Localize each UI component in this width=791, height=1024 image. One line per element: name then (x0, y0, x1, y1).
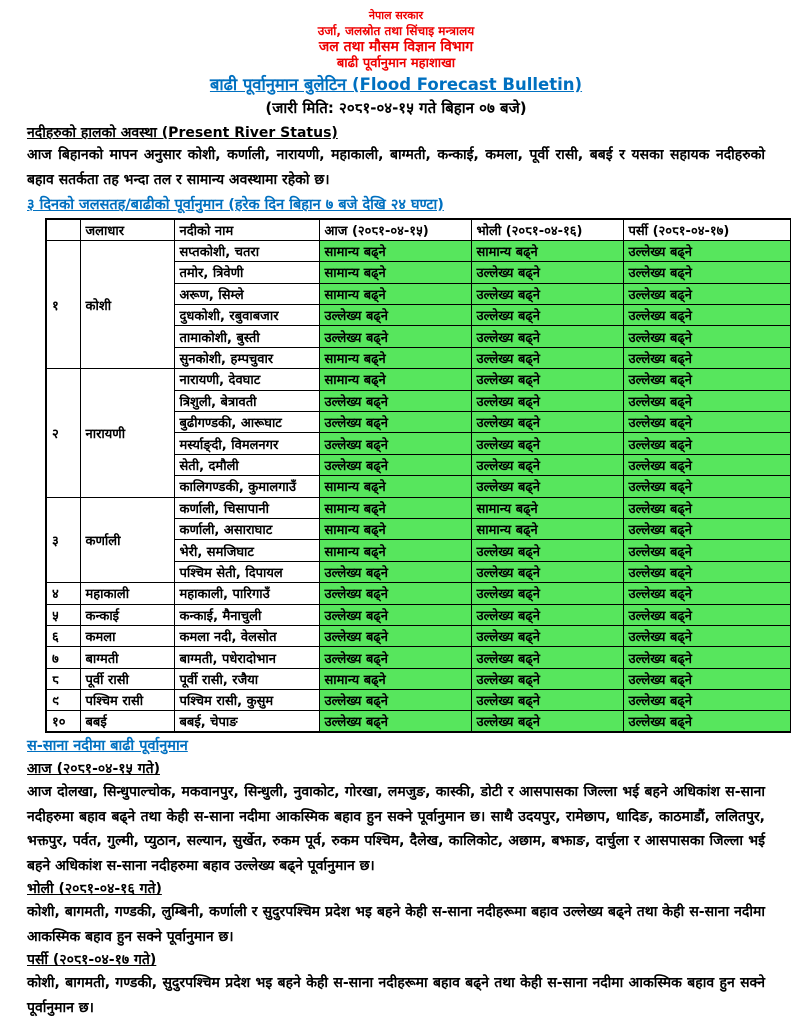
small-rivers-day-heading-2: पर्सी (२०८१-०४-१७ गते) (27, 952, 157, 969)
forecast-today-cell: उल्लेख्य बढ्ने (319, 454, 471, 475)
forecast-dayafter-cell: उल्लेख्य बढ्ने (623, 668, 791, 689)
forecast-tomorrow-cell: उल्लेख्य बढ्ने (471, 305, 623, 326)
forecast-today-cell: सामान्य बढ्ने (319, 262, 471, 283)
forecast-row (46, 711, 791, 732)
forecast-today-cell: उल्लेख्य बढ्ने (319, 390, 471, 411)
forecast-dayafter-cell: उल्लेख्य बढ्ने (623, 326, 791, 347)
forecast-tomorrow-cell: उल्लेख्य बढ्ने (471, 540, 623, 561)
forecast-tomorrow-cell: उल्लेख्य बढ्ने (471, 711, 623, 732)
forecast-today-cell: सामान्य बढ्ने (319, 668, 471, 689)
forecast-dayafter-cell: उल्लेख्य बढ्ने (623, 476, 791, 497)
column-header-3: आज (२०८१-०४-१५) (319, 219, 471, 240)
forecast-today-cell: उल्लेख्य बढ्ने (319, 326, 471, 347)
serial-number-cell: ५ (46, 604, 80, 625)
small-rivers-sections (27, 759, 765, 1020)
forecast-dayafter-cell: उल्लेख्य बढ्ने (623, 305, 791, 326)
forecast-tomorrow-cell: सामान्य बढ्ने (471, 497, 623, 518)
serial-number-cell: २ (46, 369, 80, 497)
forecast-today-cell: उल्लेख्य बढ्ने (319, 690, 471, 711)
river-name-cell: सेती, दमौली (174, 454, 319, 475)
forecast-tomorrow-cell: उल्लेख्य बढ्ने (471, 561, 623, 582)
forecast-row (46, 690, 791, 711)
small-rivers-day-body-0: आज दोलखा, सिन्धुपाल्चोक, मकवानपुर, सिन्धुली, नुवाकोट, गोरखा, लमजुङ, कास्की, डोटी र आसपासका जिल्ला भई बहने अधिकांश स-साना नदीहरुमा बहाव बढ्ने तथा केही स-साना नदीमा आकस्मिक बहाव हुन सक्ने पूर्वानुमान छ। साथै उदयपुर, रामेछाप, धादिङ, काठमाडौं, ललितपुर, भक्तपुर, पर्वत, गुल्मी, प्युठान, सल्यान, सुर्खेत, रुकम पूर्व, रुकम पश्चिम, दैलेख, कालिकोट, अछाम, बझाङ, दार्चुला र आसपासका जिल्ला भई बहने अधिकांश स-साना नदीहरुमा बहाव उल्लेख्य बढ्ने पूर्वानुमान छ। (27, 784, 765, 874)
small-rivers-day-heading-0: आज (२०८१-०४-१५ गते) (27, 761, 160, 778)
forecast-tomorrow-cell: उल्लेख्य बढ्ने (471, 604, 623, 625)
forecast-row (46, 668, 791, 689)
bulletin-title: बाढी पूर्वानुमान बुलेटिन (Flood Forecast Bulletin) (209, 75, 583, 94)
forecast-dayafter-cell: उल्लेख्य बढ्ने (623, 690, 791, 711)
forecast-dayafter-cell: उल्लेख्य बढ्ने (623, 412, 791, 433)
forecast-dayafter-cell: उल्लेख्य बढ्ने (623, 347, 791, 368)
forecast-today-cell: उल्लेख्य बढ्ने (319, 625, 471, 646)
forecast-dayafter-cell: उल्लेख्य बढ्ने (623, 454, 791, 475)
forecast-dayafter-cell: उल्लेख्य बढ्ने (623, 240, 791, 261)
column-header-4: भोली (२०८१-०४-१६) (471, 219, 623, 240)
forecast-today-cell: उल्लेख्य बढ्ने (319, 711, 471, 732)
serial-number-cell: ७ (46, 647, 80, 668)
government-name: नेपाल सरकार (368, 9, 424, 22)
forecast-row (46, 604, 791, 625)
forecast-today-cell: उल्लेख्य बढ्ने (319, 604, 471, 625)
forecast-dayafter-cell: उल्लेख्य बढ्ने (623, 604, 791, 625)
forecast-tomorrow-cell: उल्लेख्य बढ्ने (471, 369, 623, 390)
river-name-cell: दुधकोशी, रबुवाबजार (174, 305, 319, 326)
basin-cell: बबई (80, 711, 174, 732)
forecast-tomorrow-cell: उल्लेख्य बढ्ने (471, 476, 623, 497)
present-river-status-section (27, 123, 765, 192)
forecast-dayafter-cell: उल्लेख्य बढ्ने (623, 540, 791, 561)
river-name-cell: मर्स्याङ्दी, विमलनगर (174, 433, 319, 454)
forecast-today-cell: सामान्य बढ्ने (319, 497, 471, 518)
forecast-dayafter-cell: उल्लेख्य बढ्ने (623, 625, 791, 646)
river-name-cell: पूर्वी रासी, रजैया (174, 668, 319, 689)
forecast-dayafter-cell: उल्लेख्य बढ्ने (623, 518, 791, 539)
serial-number-cell: ८ (46, 668, 80, 689)
basin-cell: पूर्वी रासी (80, 668, 174, 689)
forecast-dayafter-cell: उल्लेख्य बढ्ने (623, 283, 791, 304)
basin-cell: कोशी (80, 240, 174, 368)
forecast-row (46, 583, 791, 604)
forecast-dayafter-cell: उल्लेख्य बढ्ने (623, 433, 791, 454)
forecast-row (46, 625, 791, 646)
river-name-cell: तमोर, त्रिवेणी (174, 262, 319, 283)
serial-number-cell: १० (46, 711, 80, 732)
river-name-cell: भेरी, समजिघाट (174, 540, 319, 561)
forecast-dayafter-cell: उल्लेख्य बढ्ने (623, 583, 791, 604)
division-name: बाढी पूर्वानुमान महाशाखा (336, 56, 456, 71)
forecast-tomorrow-cell: सामान्य बढ्ने (471, 518, 623, 539)
forecast-tomorrow-cell: उल्लेख्य बढ्ने (471, 583, 623, 604)
serial-number-cell: ९ (46, 690, 80, 711)
small-rivers-day-body-2: कोशी, बागमती, गण्डकी, सुदुरपश्चिम प्रदेश भइ बहने केही स-साना नदीहरूमा बहाव बढ्ने तथा केही स-साना नदीमा आकस्मिक बहाव हुन सक्ने पूर्वानुमान छ। (27, 975, 765, 1016)
river-name-cell: कालिगण्डकी, कुमालगाउँ (174, 476, 319, 497)
forecast-today-cell: उल्लेख्य बढ्ने (319, 561, 471, 582)
forecast-dayafter-cell: उल्लेख्य बढ्ने (623, 497, 791, 518)
small-rivers-day-heading-1: भोली (२०८१-०४-१६ गते) (27, 881, 162, 898)
present-status-body: आज बिहानको मापन अनुसार कोशी, कर्णाली, नारायणी, महाकाली, बाग्मती, कन्काई, कमला, पूर्वी रासी, बबई र यसका सहायक नदीहरुको बहाव सतर्कता तह भन्दा तल र सामान्य अवस्थामा रहेको छ। (27, 147, 765, 188)
department-name: जल तथा मौसम विज्ञान विभाग (318, 39, 474, 55)
present-status-heading: नदीहरुको हालको अवस्था (Present River Status) (27, 125, 338, 141)
small-rivers-heading: स-साना नदीमा बाढी पूर्वानुमान (27, 738, 188, 755)
letterhead (27, 8, 765, 119)
forecast-today-cell: सामान्य बढ्ने (319, 518, 471, 539)
forecast-dayafter-cell: उल्लेख्य बढ्ने (623, 369, 791, 390)
forecast-today-cell: सामान्य बढ्ने (319, 240, 471, 261)
forecast-dayafter-cell: उल्लेख्य बढ्ने (623, 711, 791, 732)
issue-date: (जारी मिति: २०८१-०४-१५ गते बिहान ०७ बजे) (265, 99, 527, 117)
basin-cell: कमला (80, 625, 174, 646)
river-name-cell: अरूण, सिम्ले (174, 283, 319, 304)
forecast-tomorrow-cell: उल्लेख्य बढ्ने (471, 647, 623, 668)
forecast-header-row (46, 219, 791, 240)
basin-cell: महाकाली (80, 583, 174, 604)
river-name-cell: बुढीगण्डकी, आरूघाट (174, 412, 319, 433)
river-name-cell: बबई, चेपाङ (174, 711, 319, 732)
river-name-cell: पश्चिम रासी, कुसुम (174, 690, 319, 711)
column-header-1: जलाधार (80, 219, 174, 240)
column-header-2: नदीको नाम (174, 219, 319, 240)
river-name-cell: कर्णाली, असाराघाट (174, 518, 319, 539)
forecast-today-cell: उल्लेख्य बढ्ने (319, 583, 471, 604)
river-name-cell: त्रिशुली, बेत्रावती (174, 390, 319, 411)
forecast-table (45, 218, 791, 733)
forecast-table-heading: ३ दिनको जलसतह/बाढीको पूर्वानुमान (हरेक दिन बिहान ७ बजे देखि २४ घण्टा) (27, 197, 444, 213)
forecast-tomorrow-cell: उल्लेख्य बढ्ने (471, 390, 623, 411)
forecast-tomorrow-cell: उल्लेख्य बढ्ने (471, 326, 623, 347)
forecast-dayafter-cell: उल्लेख्य बढ्ने (623, 262, 791, 283)
forecast-tomorrow-cell: उल्लेख्य बढ्ने (471, 454, 623, 475)
serial-number-cell: १ (46, 240, 80, 368)
river-name-cell: कमला नदी, वेलसोत (174, 625, 319, 646)
basin-cell: नारायणी (80, 369, 174, 497)
forecast-dayafter-cell: उल्लेख्य बढ्ने (623, 390, 791, 411)
forecast-row (46, 647, 791, 668)
forecast-tomorrow-cell: उल्लेख्य बढ्ने (471, 433, 623, 454)
serial-number-cell: ३ (46, 497, 80, 583)
forecast-today-cell: उल्लेख्य बढ्ने (319, 647, 471, 668)
forecast-row (46, 240, 791, 261)
forecast-today-cell: उल्लेख्य बढ्ने (319, 305, 471, 326)
ministry-name: उर्जा, जलस्रोत तथा सिंचाइ मन्त्रालय (317, 24, 475, 38)
column-header-5: पर्सी (२०८१-०४-१७) (623, 219, 791, 240)
forecast-today-cell: सामान्य बढ्ने (319, 283, 471, 304)
forecast-tomorrow-cell: उल्लेख्य बढ्ने (471, 262, 623, 283)
river-name-cell: पश्चिम सेती, दिपायल (174, 561, 319, 582)
river-name-cell: महाकाली, पारिगाउँ (174, 583, 319, 604)
forecast-tomorrow-cell: उल्लेख्य बढ्ने (471, 412, 623, 433)
forecast-today-cell: उल्लेख्य बढ्ने (319, 433, 471, 454)
forecast-tomorrow-cell: उल्लेख्य बढ्ने (471, 347, 623, 368)
river-name-cell: कन्काई, मैनाचुली (174, 604, 319, 625)
forecast-tomorrow-cell: सामान्य बढ्ने (471, 240, 623, 261)
forecast-tomorrow-cell: उल्लेख्य बढ्ने (471, 625, 623, 646)
forecast-today-cell: सामान्य बढ्ने (319, 347, 471, 368)
river-name-cell: कर्णाली, चिसापानी (174, 497, 319, 518)
forecast-today-cell: सामान्य बढ्ने (319, 540, 471, 561)
forecast-dayafter-cell: उल्लेख्य बढ्ने (623, 561, 791, 582)
basin-cell: पश्चिम रासी (80, 690, 174, 711)
basin-cell: कन्काई (80, 604, 174, 625)
forecast-tomorrow-cell: उल्लेख्य बढ्ने (471, 690, 623, 711)
small-rivers-day-body-1: कोशी, बागमती, गण्डकी, लुम्बिनी, कर्णाली र सुदुरपश्चिम प्रदेश भइ बहने केही स-साना नदीहरूमा बहाव उल्लेख्य बढ्ने तथा केही स-साना नदीमा आकस्मिक बहाव हुन सक्ने पूर्वानुमान छ। (27, 904, 765, 945)
forecast-tomorrow-cell: उल्लेख्य बढ्ने (471, 283, 623, 304)
basin-cell: कर्णाली (80, 497, 174, 583)
river-name-cell: बाग्मती, पधेरादोभान (174, 647, 319, 668)
forecast-row (46, 369, 791, 390)
forecast-today-cell: सामान्य बढ्ने (319, 369, 471, 390)
forecast-dayafter-cell: उल्लेख्य बढ्ने (623, 647, 791, 668)
forecast-tomorrow-cell: उल्लेख्य बढ्ने (471, 668, 623, 689)
river-name-cell: नारायणी, देवघाट (174, 369, 319, 390)
serial-number-cell: ६ (46, 625, 80, 646)
serial-number-cell: ४ (46, 583, 80, 604)
forecast-today-cell: उल्लेख्य बढ्ने (319, 412, 471, 433)
forecast-table-header (46, 219, 791, 240)
river-name-cell: तामाकोशी, बुस्ती (174, 326, 319, 347)
column-header-0 (46, 219, 80, 240)
basin-cell: बाग्मती (80, 647, 174, 668)
forecast-table-body (46, 240, 791, 732)
river-name-cell: सुनकोशी, हम्पचुवार (174, 347, 319, 368)
river-name-cell: सप्तकोशी, चतरा (174, 240, 319, 261)
forecast-row (46, 497, 791, 518)
forecast-today-cell: सामान्य बढ्ने (319, 476, 471, 497)
